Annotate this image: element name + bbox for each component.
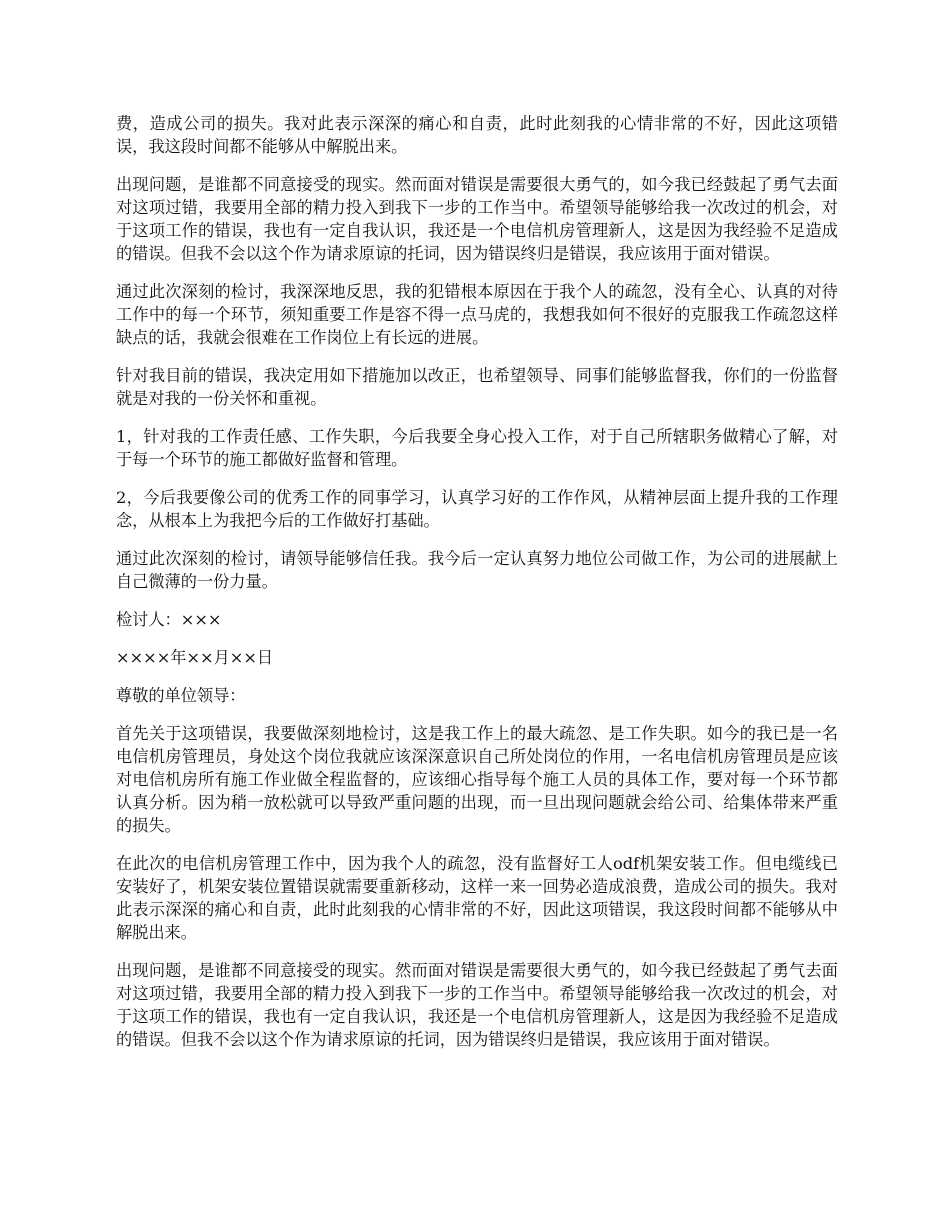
paragraph-4: 针对我目前的错误，我决定用如下措施加以改正，也希望领导、同事们能够监督我，你们的一份监督就是对我的一份关怀和重视。 bbox=[116, 366, 838, 408]
paragraph-13: 出现问题，是谁都不同意接受的现实。然而面对错误是需要很大勇气的，如今我已经鼓起了勇气去面对这项过错，我要用全部的精力投入到我下一步的工作当中。希望领导能够给我一次改过的机会，对于这项工作的错误，我也有一定自我认识，我还是一个电信机房管理新人，这是因为我经验不足造成的错误。但我不会以这个作为请求原谅的托词，因为错误终归是错误，我应该用于面对错误。 bbox=[116, 961, 838, 1049]
paragraph-2: 出现问题，是谁都不同意接受的现实。然而面对错误是需要很大勇气的，如今我已经鼓起了勇气去面对这项过错，我要用全部的精力投入到我下一步的工作当中。希望领导能够给我一次改过的机会，对于这项工作的错误，我也有一定自我认识，我还是一个电信机房管理新人，这是因为我经验不足造成的错误。但我不会以这个作为请求原谅的托词，因为错误终归是错误，我应该用于面对错误。 bbox=[116, 175, 838, 263]
paragraph-5: 1，针对我的工作责任感、工作失职，今后我要全身心投入工作，对于自己所辖职务做精心了解，对于每一个环节的施工都做好监督和管理。 bbox=[116, 427, 838, 469]
paragraph-12: 在此次的电信机房管理工作中，因为我个人的疏忽，没有监督好工人odf机架安装工作。但电缆线已安装好了，机架安装位置错误就需要重新移动，这样一来一回势必造成浪费，造成公司的损失。我对此表示深深的痛心和自责，此时此刻我的心情非常的不好，因此这项错误，我这段时间都不能够从中解脱出来。 bbox=[116, 854, 838, 942]
paragraph-11: 首先关于这项错误，我要做深刻地检讨，这是我工作上的最大疏忽、是工作失职。如今的我已是一名电信机房管理员，身处这个岗位我就应该深深意识自己所处岗位的作用，一名电信机房管理员是应该对电信机房所有施工作业做全程监督的，应该细心指导每个施工人员的具体工作，要对每一个环节都认真分析。因为稍一放松就可以导致严重问题的出现，而一旦出现问题就会给公司、给集体带来严重的损失。 bbox=[116, 724, 838, 835]
date-line: ××××年××月××日 bbox=[116, 648, 274, 667]
paragraph-6: 2，今后我要像公司的优秀工作的同事学习，认真学习好的工作作风，从精神层面上提升我的工作理念，从根本上为我把今后的工作做好打基础。 bbox=[116, 488, 838, 530]
salutation: 尊敬的单位领导： bbox=[116, 686, 246, 705]
signature-line: 检讨人：××× bbox=[116, 610, 222, 629]
paragraph-3: 通过此次深刻的检讨，我深深地反思，我的犯错根本原因在于我个人的疏忽，没有全心、认真的对待工作中的每一个环节，须知重要工作是容不得一点马虎的，我想我如何不很好的克服我工作疏忽这样缺点的话，我就会很难在工作岗位上有长远的进展。 bbox=[116, 282, 838, 347]
paragraph-1: 费，造成公司的损失。我对此表示深深的痛心和自责，此时此刻我的心情非常的不好，因此这项错误，我这段时间都不能够从中解脱出来。 bbox=[116, 114, 838, 156]
paragraph-7: 通过此次深刻的检讨，请领导能够信任我。我今后一定认真努力地位公司做工作，为公司的进展献上自己微薄的一份力量。 bbox=[116, 549, 838, 591]
